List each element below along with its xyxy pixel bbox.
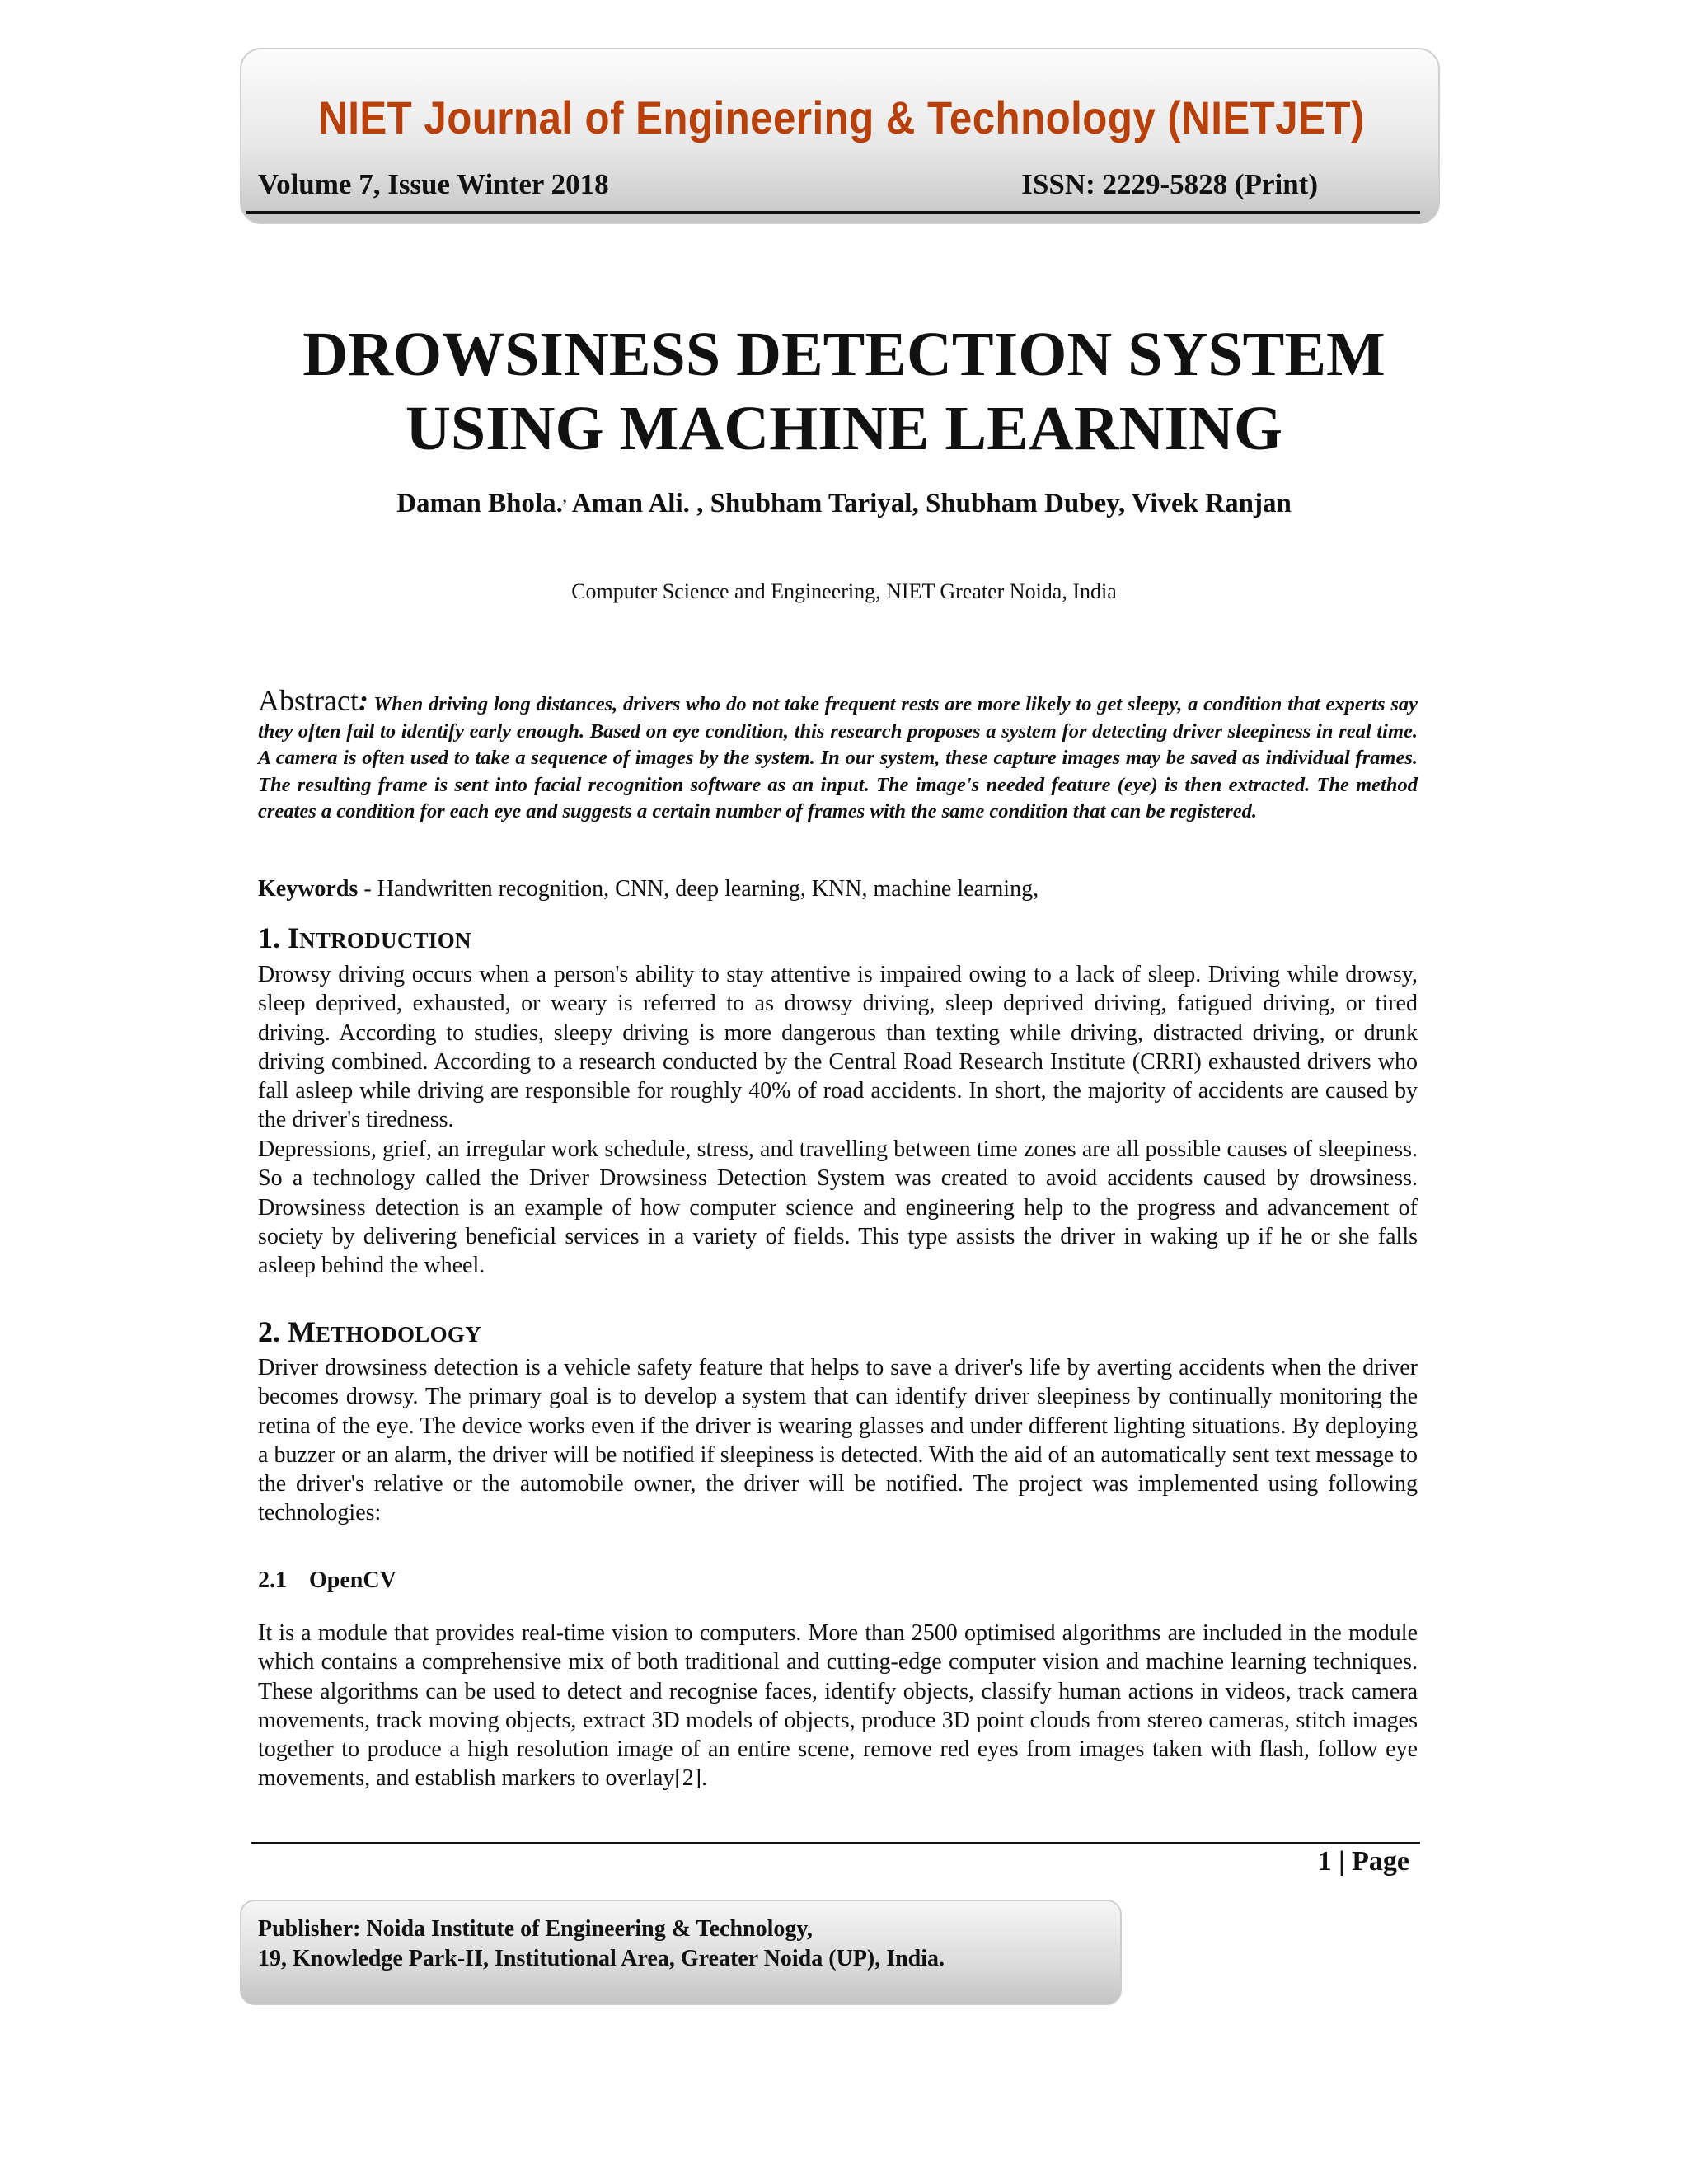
journal-header [240,48,1440,224]
journal-title: NIET Journal of Engineering & Technology (NIETJET) [318,91,1365,143]
section-initial: I [288,921,300,954]
publisher-line-2: 19, Knowledge Park-II, Institutional Area, Greater Noida (UP), India. [258,1946,945,1971]
subsection-title: OpenCV [309,1568,396,1593]
intro-paragraph-2: Depressions, grief, an irregular work schedule, stress, and travelling between time zones are all possible causes of sleepiness. So a technology called the Driver Drowsiness Detection System was created to avoid accidents caused by drowsiness. Drowsiness detection is an example of how computer science and engineering help to the progress and advancement of society by delivering beneficial services in a variety of fields. This type assists the driver in waking up if he or she falls asleep behind the wheel. [258,1137,1418,1279]
section-number: 1. [258,921,288,954]
methodology-paragraph-1: Driver drowsiness detection is a vehicle safety feature that helps to save a driver's life by averting accidents when the driver becomes drowsy. The primary goal is to develop a system that can identify driver sleepiness by continually monitoring the retina of the eye. The device works even if the driver is wearing glasses and under different lighting situations. By deploying a buzzer or an alarm, the driver will be notified if sleepiness is detected. With the aid of an automatically sent text message to the driver's relative or the automobile owner, the driver will be notified. The project was implemented using following technologies: [258,1355,1418,1526]
section-number: 2. [258,1315,288,1348]
page-number: 1 | Page [1317,1846,1409,1877]
author-rest: Aman Ali. , Shubham Tariyal, Shubham Dubey, Vivek Ranjan [566,489,1292,518]
paper-title-line-1: DROWSINESS DETECTION SYSTEM [302,320,1386,389]
abstract [258,684,1418,826]
intro-paragraph-1: Drowsy driving occurs when a person's ability to stay attentive is impaired owing to a lack of sleep. Driving while drowsy, sleep deprived, exhausted, or weary is referred to as drowsy driving, sleep deprived driving, fatigued driving, or tired driving. According to studies, sleepy driving is more dangerous than texting while driving, distracted driving, or drunk driving combined. According to a research conducted by the Central Road Research Institute (CRRI) exhausted drivers who fall asleep while driving are responsible for roughly 40% of road accidents. In short, the majority of accidents are caused by the driver's tiredness. [258,962,1418,1133]
issn: ISSN: 2229-5828 (Print) [1021,168,1318,200]
keywords [258,876,1418,902]
paper-title [0,317,1688,466]
section-heading-introduction [258,921,471,955]
subsection-number: 2.1 [258,1568,287,1593]
abstract-text: When driving long distances, drivers who do not take frequent rests are more likely to get sleepy, a condition that experts say they often fail to identify early enough. Based on eye condition, this research proposes a system for detecting driver sleepiness in real time. A camera is often used to take a sequence of images by the system. In our system, these capture images may be saved as individual frames. The resulting frame is sent into facial recognition software as an input. The image's needed feature (eye) is then extracted. The method creates a condition for each eye and suggests a certain number of frames with the same condition that can be registered. [258,693,1418,823]
keywords-label: Keywords [258,876,359,902]
abstract-colon: : [358,684,368,717]
keywords-text: - Handwritten recognition, CNN, deep learning, KNN, machine learning, [358,876,1039,902]
author-superscript: , [562,489,567,505]
authors [0,489,1688,519]
header-divider [246,211,1420,214]
opencv-paragraph-1: It is a module that provides real-time vision to computers. More than 2500 optimised algorithms are included in the module which contains a comprehensive mix of both traditional and cutting-edge computer vision and machine learning techniques. These algorithms can be used to detect and recognise faces, identify objects, classify human actions in videos, track camera movements, track moving objects, extract 3D models of objects, produce 3D point clouds from stereo cameras, stitch images together to produce a high resolution image of an entire scene, remove red eyes from images taken with flash, follow eye movements, and establish markers to overlay[2]. [258,1620,1418,1792]
affiliation: Computer Science and Engineering, NIET Greater Noida, India [571,579,1117,603]
publisher-line-1: Publisher: Noida Institute of Engineering & Technology, [258,1916,813,1942]
section-title-rest: NTRODUCTION [299,928,471,953]
section-title-rest: ETHODOLOGY [315,1322,482,1347]
subsection-heading-opencv [258,1568,396,1594]
volume-line [258,168,1417,201]
publisher-box [240,1900,1122,2005]
section-heading-methodology [258,1315,481,1349]
author-first: Daman Bhola. [396,489,563,518]
footer-divider [251,1842,1420,1844]
abstract-label: Abstract [258,684,359,717]
volume-issue: Volume 7, Issue Winter 2018 [258,168,609,200]
section-initial: M [288,1315,316,1348]
paper-title-line-2: USING MACHINE LEARNING [405,394,1283,463]
